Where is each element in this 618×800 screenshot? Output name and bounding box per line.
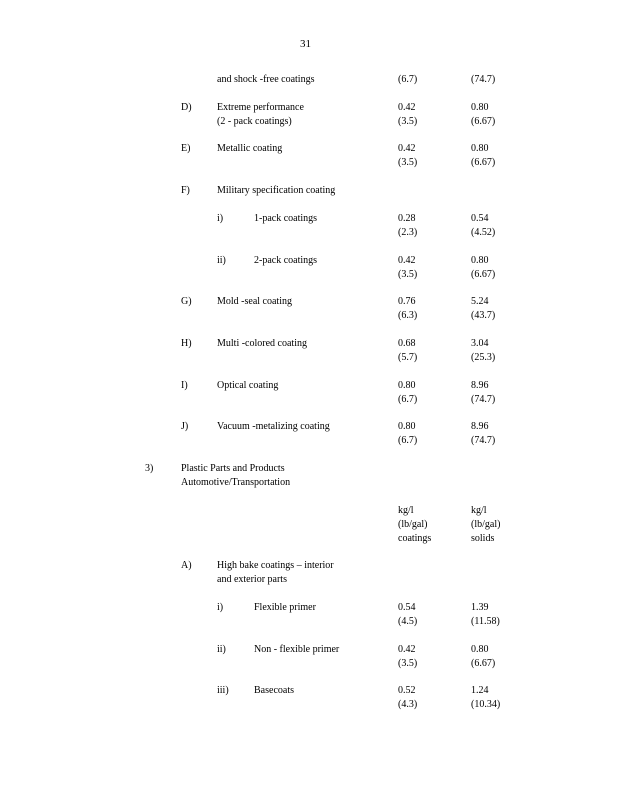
coatings-value: 0.54: [398, 602, 416, 613]
row-label: Vacuum -metalizing coating: [217, 421, 330, 432]
solids-value: 0.80: [471, 255, 489, 266]
section-title: Automotive/Transportation: [181, 477, 291, 488]
row-marker: A): [181, 560, 192, 571]
coatings-value: 0.42: [398, 255, 416, 266]
solids-value: 1.39: [471, 602, 489, 613]
solids-value: 8.96: [471, 421, 489, 432]
solids-unit-header: (lb/gal): [471, 519, 501, 530]
coatings-unit-header: kg/l: [398, 505, 414, 516]
row-marker: iii): [217, 685, 229, 696]
solids-value: (74.7): [471, 394, 496, 405]
solids-value: 1.24: [471, 685, 489, 696]
row-marker: I): [181, 380, 188, 391]
row-label: Military specification coating: [217, 185, 336, 196]
coatings-unit-header: (lb/gal): [398, 519, 428, 530]
coatings-value: (5.7): [398, 352, 418, 363]
coatings-value: 0.76: [398, 296, 416, 307]
solids-value: (74.7): [471, 74, 496, 85]
solids-value: 0.80: [471, 102, 489, 113]
coatings-value: (3.5): [398, 116, 418, 127]
coatings-value: (6.7): [398, 435, 418, 446]
coatings-value: 0.42: [398, 143, 416, 154]
row-marker: J): [181, 421, 189, 432]
row-marker: G): [181, 296, 192, 307]
coatings-value: 0.52: [398, 685, 416, 696]
row-label: High bake coatings – interior: [217, 560, 334, 571]
solids-value: (43.7): [471, 310, 496, 321]
row-marker: H): [181, 338, 192, 349]
section-number: 3): [145, 463, 154, 474]
row-label: Optical coating: [217, 380, 279, 391]
solids-value: (74.7): [471, 435, 496, 446]
coatings-value: (4.3): [398, 699, 418, 710]
coatings-value: 0.68: [398, 338, 416, 349]
row-marker: ii): [217, 644, 226, 655]
solids-value: (6.67): [471, 116, 496, 127]
solids-value: 3.04: [471, 338, 489, 349]
solids-value: (6.67): [471, 658, 496, 669]
coatings-value: (6.3): [398, 310, 418, 321]
solids-value: 0.80: [471, 143, 489, 154]
row-label: Non - flexible primer: [254, 644, 340, 655]
row-label: 1-pack coatings: [254, 213, 318, 224]
coatings-value: (3.5): [398, 157, 418, 168]
solids-value: (6.67): [471, 157, 496, 168]
row-marker: E): [181, 143, 191, 154]
solids-value: (11.58): [471, 616, 500, 627]
row-label: (2 - pack coatings): [217, 116, 292, 127]
coatings-value: 0.42: [398, 644, 416, 655]
coatings-value: 0.80: [398, 380, 416, 391]
section-title: Plastic Parts and Products: [181, 463, 285, 474]
solids-value: (10.34): [471, 699, 501, 710]
coatings-value: 0.80: [398, 421, 416, 432]
row-label: and exterior parts: [217, 574, 287, 585]
row-label: Flexible primer: [254, 602, 316, 613]
coatings-value: (2.3): [398, 227, 418, 238]
row-marker: i): [217, 213, 224, 224]
solids-value: (6.67): [471, 269, 496, 280]
row-label: and shock -free coatings: [217, 74, 315, 85]
row-label: Basecoats: [254, 685, 294, 696]
coatings-value: (6.7): [398, 74, 418, 85]
solids-value: 8.96: [471, 380, 489, 391]
row-label: Multi -colored coating: [217, 338, 307, 349]
solids-value: (25.3): [471, 352, 496, 363]
coatings-value: 0.42: [398, 102, 416, 113]
row-marker: ii): [217, 255, 226, 266]
row-marker: i): [217, 602, 224, 613]
solids-value: 5.24: [471, 296, 489, 307]
coatings-value: (3.5): [398, 658, 418, 669]
row-label: Extreme performance: [217, 102, 304, 113]
coatings-value: (4.5): [398, 616, 418, 627]
coatings-value: 0.28: [398, 213, 416, 224]
solids-value: 0.80: [471, 644, 489, 655]
coatings-value: (3.5): [398, 269, 418, 280]
row-marker: F): [181, 185, 190, 196]
solids-unit-header: solids: [471, 533, 495, 544]
row-label: Mold -seal coating: [217, 296, 292, 307]
page-number: 31: [300, 38, 311, 50]
coatings-value: (6.7): [398, 394, 418, 405]
solids-unit-header: kg/l: [471, 505, 487, 516]
row-label: Metallic coating: [217, 143, 283, 154]
row-label: 2-pack coatings: [254, 255, 318, 266]
solids-value: 0.54: [471, 213, 489, 224]
coatings-unit-header: coatings: [398, 533, 432, 544]
solids-value: (4.52): [471, 227, 496, 238]
row-marker: D): [181, 102, 192, 113]
